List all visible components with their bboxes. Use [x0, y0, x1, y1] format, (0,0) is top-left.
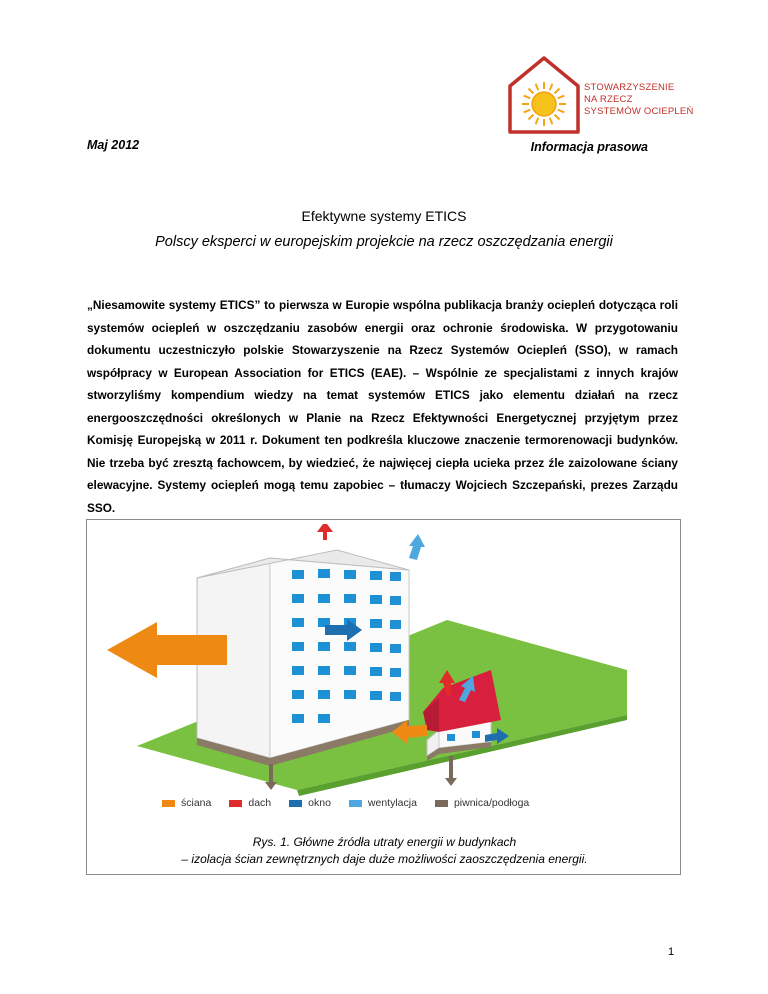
document-date: Maj 2012: [87, 138, 140, 152]
legend-label: piwnica/podłoga: [453, 797, 530, 809]
figure-caption-title: Rys. 1. Główne źródła utraty energii w budynkach: [252, 835, 517, 849]
page-subtitle: Polscy eksperci w europejskim projekcie na rzecz oszczędzania energii: [155, 234, 613, 250]
energy-loss-illustration: [87, 520, 682, 876]
logo-line-2: NA RZECZ: [584, 94, 633, 105]
logo-line-3: SYSTEMÓW OCIEPLEŃ: [584, 106, 694, 117]
logo-line-1: STOWARZYSZENIE: [584, 82, 675, 93]
legend-item-basement: [435, 797, 529, 809]
figure: [86, 519, 681, 875]
legend-swatch: [162, 800, 175, 807]
document-type: Informacja prasowa: [530, 140, 648, 154]
legend-item-window: [289, 797, 331, 809]
page-number: 1: [668, 946, 675, 958]
house-sun-icon: [504, 52, 584, 136]
logo-text: [584, 82, 694, 118]
legend-swatch: [435, 800, 448, 807]
legend-swatch: [229, 800, 242, 807]
roof-heat-loss-arrow: [317, 524, 333, 540]
legend-item-wall: [162, 797, 211, 809]
legend-swatch: [349, 800, 362, 807]
page-title: Efektywne systemy ETICS: [301, 208, 467, 224]
legend-label: wentylacja: [367, 797, 417, 809]
legend-item-roof: [229, 797, 271, 809]
legend-label: ściana: [181, 797, 212, 809]
lead-paragraph: [87, 294, 678, 519]
legend-label: dach: [248, 797, 272, 809]
legend-item-ventilation: [349, 797, 417, 809]
legend-label: okno: [308, 797, 331, 809]
figure-legend: [162, 796, 547, 810]
figure-caption-description: – izolacja ścian zewnętrznych daje duże możliwości zaoszczędzenia energii.: [181, 852, 588, 866]
ventilation-heat-loss-arrow: [409, 534, 425, 560]
legend-swatch: [289, 800, 302, 807]
lead-text: „Niesamowite systemy ETICS” to pierwsza w Europie wspólna publikacja branży ociepleń dotycząca roli systemów ociepleń w oszczędzaniu zasobów energii oraz ochronie środowiska. W przygotowaniu dokumentu uczestniczyło polskie Stowarzyszenie na Rzecz Systemów Ociepleń (SSO), w ramach współpracy w European Association for ETICS (EAE). – Wspólnie ze specjalistami z innych krajów stworzyliśmy kompendium wiedzy na temat systemów ETICS jako elementu działań na rzecz energooszczędności określonych w Planie na Rzecz Efektywności Energetycznej przyjętym przez Komisję Europejską w 2011 r. Dokument ten podkreśla kluczowe znaczenie termorenowacji budynków. Nie trzeba być zresztą fachowcem, by wiedzieć, że najwięcej ciepła ucieka przez źle zaizolowane ściany elewacyjne. Systemy ociepleń mogą temu zapobiec – tłumaczy Wojciech Szczepański, prezes Zarządu SSO.: [87, 298, 678, 515]
sso-logo: [504, 52, 694, 136]
